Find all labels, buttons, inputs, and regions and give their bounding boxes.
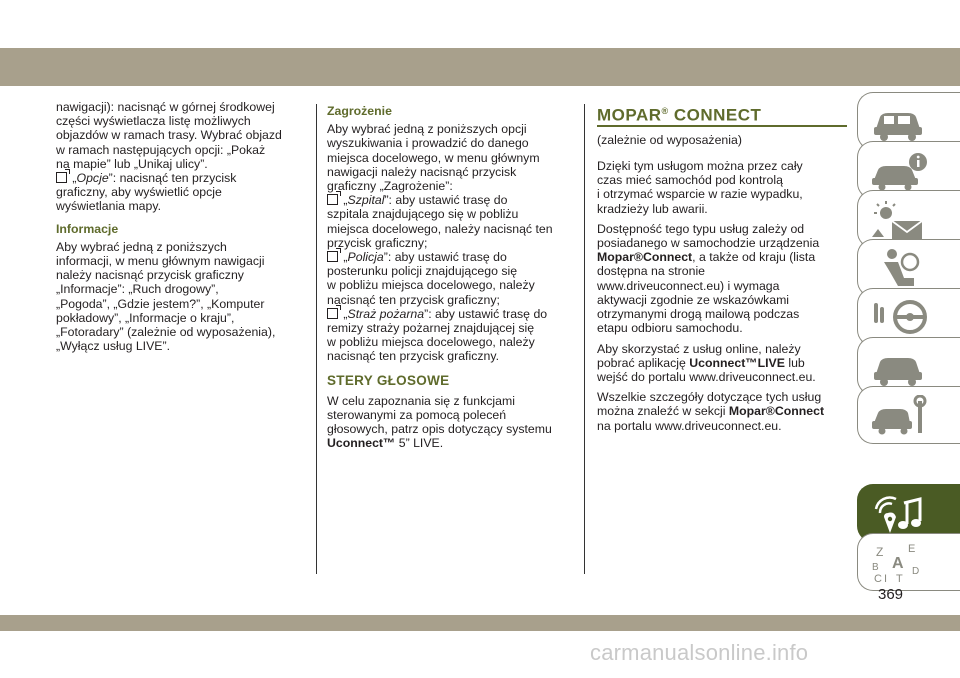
paragraph-detour bbox=[56, 100, 311, 214]
quote-open: „ bbox=[343, 193, 348, 208]
text-line: szpitala znajdującego się w pobliżu bbox=[327, 207, 519, 222]
szpital-label: Szpital bbox=[347, 193, 385, 208]
mopar-title-main: MOPAR bbox=[597, 105, 662, 125]
text-line: wejść do portalu www.driveuconnect.eu. bbox=[597, 369, 816, 384]
multimedia-icon bbox=[870, 493, 930, 535]
index-letter: D bbox=[912, 566, 920, 577]
availability-note: (zależnie od wyposażenia) bbox=[597, 132, 742, 147]
text-line: i otrzymać wsparcie w razie wypadku, bbox=[597, 187, 803, 202]
text-line: otrzymanymi drogą mailową podczas bbox=[597, 307, 800, 322]
index-letters-icon bbox=[870, 542, 930, 584]
text-line: w pobliżu miejsca docelowego, należy bbox=[327, 278, 535, 293]
car-info-icon bbox=[870, 150, 930, 192]
mopar-title-end: CONNECT bbox=[668, 105, 762, 125]
opcje-line bbox=[56, 171, 311, 185]
text-line: „Wyłącz usług LIVE”. bbox=[56, 339, 171, 354]
text-line: informacji, w menu głównym nawigacji bbox=[56, 254, 265, 269]
paragraph-zagrozenie bbox=[327, 122, 579, 363]
zagrozenie-heading: Zagrożenie bbox=[327, 104, 392, 118]
top-band bbox=[0, 48, 960, 86]
text-line: Dostępność tego typu usług zależy od bbox=[597, 221, 805, 236]
text-span: lub bbox=[784, 355, 805, 370]
straz-desc: ”: aby ustawić trasę do bbox=[424, 306, 548, 321]
text-line: pokładowy”, „Informacje o kraju”, bbox=[56, 310, 235, 325]
text-line: www.driveuconnect.eu) i wymaga bbox=[597, 278, 780, 293]
text-line: dostępna na stronie bbox=[597, 264, 706, 279]
external-arrow-icon bbox=[56, 172, 67, 183]
tab-wrench-tools[interactable] bbox=[857, 386, 960, 444]
text-line: graficzny, aby wyświetlić opcje bbox=[56, 185, 222, 200]
text-line: etapu odbioru samochodu. bbox=[597, 321, 743, 336]
text-line: Wszelkie szczegóły dotyczące tych usług bbox=[597, 390, 822, 405]
warning-lights-icon bbox=[870, 199, 930, 241]
text-span: , a także od kraju (lista bbox=[692, 250, 816, 265]
opcje-desc: ”: nacisnąć ten przycisk bbox=[108, 171, 237, 186]
text-line: aktywacji zgodnie ze wskazówkami bbox=[597, 292, 790, 307]
index-letter: B bbox=[872, 562, 879, 573]
paragraph-availability bbox=[597, 222, 849, 336]
policja-line bbox=[327, 250, 579, 264]
tab-index[interactable] bbox=[857, 533, 960, 591]
text-line: wyszukiwania i prowadzić do danego bbox=[327, 136, 529, 151]
stery-heading: STERY GŁOSOWE bbox=[327, 372, 450, 388]
paragraph-services bbox=[597, 159, 849, 216]
wrench-tools-icon bbox=[870, 395, 930, 437]
quote-open: „ bbox=[72, 171, 77, 186]
straz-line bbox=[327, 307, 579, 321]
policja-label: Policja bbox=[347, 250, 384, 265]
text-line: w ramach następujących opcji: „Pokaż bbox=[56, 142, 266, 157]
uconnect-live-label: Uconnect™LIVE bbox=[689, 355, 785, 370]
mopar-connect-section: Mopar®Connect bbox=[728, 404, 825, 419]
mopar-device-line bbox=[597, 250, 849, 264]
watermark: carmanualsonline.info bbox=[590, 640, 809, 665]
seat-safety-icon bbox=[870, 248, 930, 290]
text-line: objazdów w ramach trasy. Wybrać objazd bbox=[56, 128, 282, 143]
index-letter: I bbox=[884, 573, 888, 584]
paragraph-informacje bbox=[56, 240, 311, 354]
index-letter: T bbox=[896, 573, 903, 584]
index-letter: Z bbox=[876, 545, 884, 559]
text-line: na portalu www.driveuconnect.eu. bbox=[597, 418, 782, 433]
informacje-heading: Informacje bbox=[56, 221, 119, 236]
text-line: Aby wybrać jedną z poniższych opcji bbox=[327, 122, 527, 137]
index-letter: E bbox=[908, 543, 916, 555]
column-3 bbox=[597, 104, 849, 439]
szpital-desc: ”: aby ustawić trasę do bbox=[384, 193, 508, 208]
app-line bbox=[597, 356, 849, 370]
text-span: pobrać aplikację bbox=[597, 355, 690, 370]
paragraph-online bbox=[597, 342, 849, 385]
text-line: posterunku policji znajdującego się bbox=[327, 264, 518, 279]
text-line: głosowych, patrz opis dotyczący systemu bbox=[327, 422, 552, 437]
mopar-connect-heading bbox=[597, 104, 847, 127]
text-line: nawigacji): nacisnąć w górnej środkowej bbox=[56, 100, 275, 114]
external-arrow-icon bbox=[327, 251, 338, 262]
stery-last-line bbox=[327, 436, 579, 450]
stery-end: 5” LIVE. bbox=[395, 436, 444, 451]
text-line: Aby wybrać jedną z poniższych bbox=[56, 239, 227, 254]
text-line: Dzięki tym usługom można przez cały bbox=[597, 159, 803, 174]
paragraph-stery bbox=[327, 394, 579, 451]
mopar-connect-label: Mopar®Connect bbox=[597, 250, 693, 265]
text-line: Aby skorzystać z usług online, należy bbox=[597, 341, 801, 356]
text-line: „Pogoda”, „Gdzie jestem?”, „Komputer bbox=[56, 296, 265, 311]
text-line: graficzny „Zagrożenie”: bbox=[327, 179, 453, 194]
index-letter: A bbox=[892, 555, 904, 572]
index-letter: C bbox=[874, 573, 882, 584]
column-divider-1 bbox=[316, 104, 317, 574]
text-line: czas mieć samochód pod kontrolą bbox=[597, 173, 783, 188]
car-service-icon bbox=[870, 346, 930, 388]
text-line: części wyświetlacza listę możliwych bbox=[56, 114, 251, 129]
straz-label: Straż pożarna bbox=[347, 306, 425, 321]
text-line: miejsca docelowego, należy nacisnąć ten bbox=[327, 221, 553, 236]
column-1 bbox=[56, 100, 311, 359]
external-arrow-icon bbox=[327, 194, 338, 205]
text-line: miejsca docelowego, w menu głównym bbox=[327, 150, 540, 165]
page-number: 369 bbox=[878, 586, 904, 603]
policja-desc: ”: aby ustawić trasę do bbox=[383, 250, 507, 265]
text-line: nacisnąć ten przycisk graficzny. bbox=[327, 349, 499, 364]
text-line: posiadanego w samochodzie urządzenia bbox=[597, 236, 820, 251]
quote-open: „ bbox=[343, 250, 348, 265]
text-line: remizy straży pożarnej znajdującej się bbox=[327, 321, 535, 336]
steering-wheel-icon bbox=[870, 297, 930, 339]
opcje-label: Opcje bbox=[76, 171, 109, 186]
text-line: „Informacje”: „Ruch drogowy”, bbox=[56, 282, 219, 297]
quote-open: „ bbox=[343, 306, 348, 321]
text-line: należy nacisnąć przycisk graficzny bbox=[56, 268, 244, 283]
text-line: kradzieży lub awarii. bbox=[597, 201, 708, 216]
column-divider-2 bbox=[584, 104, 585, 574]
bottom-band bbox=[0, 615, 960, 631]
paragraph-details bbox=[597, 390, 849, 433]
text-line: wyświetlania mapy. bbox=[56, 199, 162, 214]
registered-mark: ® bbox=[661, 106, 669, 116]
text-line: sterowanymi za pomocą poleceń bbox=[327, 408, 507, 423]
section-ref-line bbox=[597, 404, 849, 418]
text-line: przycisk graficzny; bbox=[327, 235, 428, 250]
column-2 bbox=[327, 100, 579, 457]
text-line: na mapie” lub „Unikaj ulicy”. bbox=[56, 156, 208, 171]
text-line: „Fotoradary” (zależnie od wyposażenia), bbox=[56, 325, 276, 340]
car-overview-icon bbox=[870, 101, 930, 143]
text-line: w pobliżu miejsca docelowego, należy bbox=[327, 335, 535, 350]
text-line: W celu zapoznania się z funkcjami bbox=[327, 393, 515, 408]
uconnect-label: Uconnect™ bbox=[327, 436, 396, 451]
text-line: nawigacji należy nacisnąć przycisk bbox=[327, 164, 517, 179]
text-span: można znaleźć w sekcji bbox=[597, 404, 729, 419]
text-line: nacisnąć ten przycisk graficzny; bbox=[327, 292, 500, 307]
szpital-line bbox=[327, 193, 579, 207]
external-arrow-icon bbox=[327, 308, 338, 319]
